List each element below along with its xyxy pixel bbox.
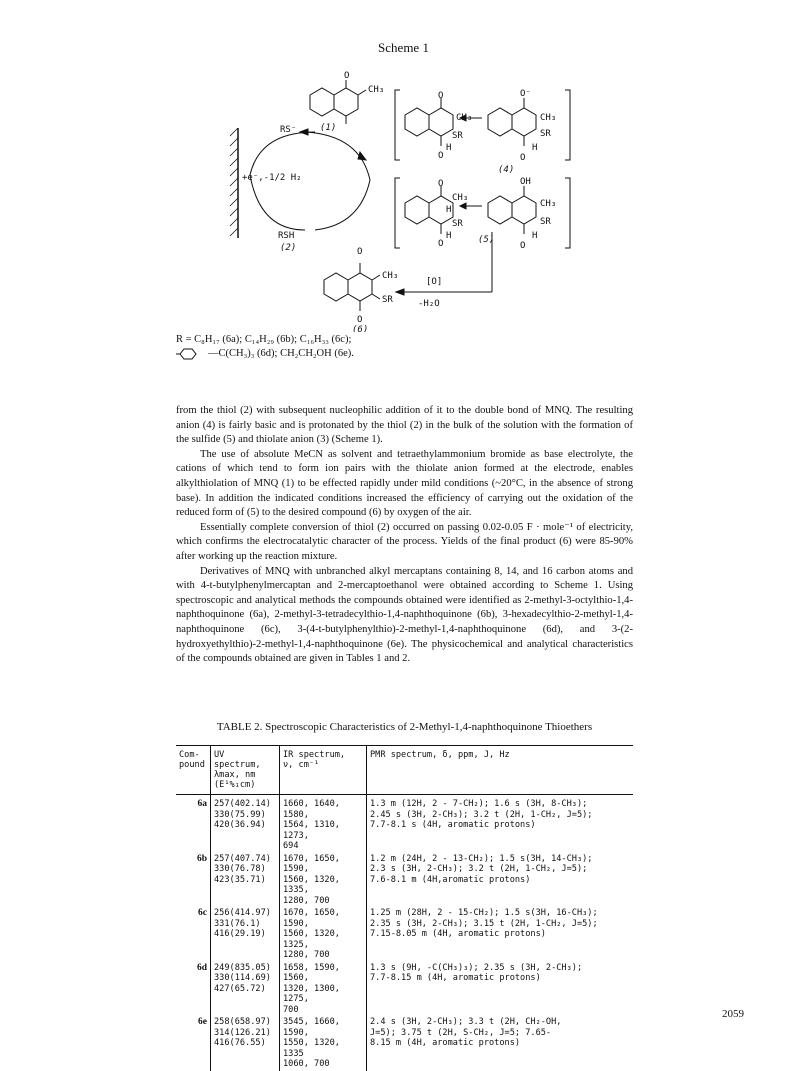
pmr-value: 1.25 m (28H, 2 - 15-CH₂); 1.5 s(3H, 16-CH₃); (370, 908, 598, 918)
uv-cell (211, 962, 280, 1017)
uv-value: 258(658.97) (214, 1017, 271, 1027)
uv-value: 423(35.71) (214, 874, 266, 885)
uv-cell (211, 1016, 280, 1071)
uv-value: 257(402.14) (214, 799, 271, 809)
pmr-cell (367, 962, 634, 1017)
ir-value: 1280, 700 (283, 895, 330, 906)
uv-value: 420(36.94) (214, 820, 266, 830)
uv-value: 249(835.05) (214, 962, 271, 973)
header-compound-2: pound (179, 760, 205, 770)
table-row (176, 907, 633, 962)
pmr-value: 7.7-8.1 s (4H, aromatic protons) (370, 820, 536, 830)
c1-oxygen-label: O (344, 71, 350, 81)
ir-value: 1550, 1320, 1335 (283, 1038, 340, 1059)
c6-oxygen-bottom: O (357, 315, 363, 325)
header-compound-1: Com- (179, 750, 200, 760)
table-caption: TABLE 2. Spectroscopic Characteristics of 2-Methyl-1,4-naphthoquinone Thioethers (216, 721, 593, 733)
pmr-value: 2.45 s (3H, 2-CH₃); 3.2 t (2H, 1-CH₂, J=5); (370, 809, 593, 820)
header-uv (211, 746, 280, 795)
pmr-value: 7.6-8.1 m (4H,aromatic protons) (370, 874, 531, 885)
uv-value: 331(76.1) (214, 918, 261, 929)
compound-6-label: (6) (352, 325, 369, 332)
uv-value: 427(65.72) (214, 983, 266, 994)
compound-cell: 6b (196, 853, 207, 864)
pmr-value: J=5); 3.75 t (2H, S-CH₂, J=5; 7.65- (370, 1027, 552, 1038)
header-ir (280, 746, 367, 795)
c4a-ch3: CH₃ (456, 113, 473, 123)
compound-cell: 6c (198, 908, 207, 918)
electrode-reaction-label: +e⁻,-1/2 H₂ (242, 173, 302, 183)
c6-oxygen: O (357, 247, 363, 257)
r-definition-line-2 (176, 347, 354, 361)
table-row (176, 853, 633, 908)
ir-cell (280, 907, 367, 962)
uv-value: 330(75.99) (214, 809, 266, 820)
header-uv-2: λmax, nm (214, 770, 256, 780)
pmr-value: 8.15 m (4H, aromatic protons) (370, 1038, 521, 1048)
pmr-value: 1.2 m (24H, 2 - 13-CH₂); 1.5 s(3H, 14-CH₃); (370, 853, 593, 864)
ir-cell (280, 1016, 367, 1071)
r-group-definition (176, 333, 354, 361)
c5a-ch3: CH₃ (452, 193, 469, 203)
body-text (176, 404, 633, 667)
uv-value: 330(76.78) (214, 864, 266, 874)
water-loss-label: -H₂O (418, 299, 440, 309)
r-definition-line-2-text: —C(CH₃)₃ (6d); CH₂CH₂OH (6e). (208, 348, 354, 359)
compound-1-structure (310, 80, 366, 124)
ir-cell (280, 795, 367, 853)
table-row (176, 1016, 633, 1071)
header-pmr (367, 746, 634, 795)
c6-sr: SR (382, 295, 393, 305)
c5b-h: H (532, 231, 538, 241)
compound-1-label: (1) (320, 123, 337, 133)
c4a-sr: SR (452, 131, 463, 141)
pmr-value: 1.3 m (12H, 2 - 7-CH₂); 1.6 s (3H, 8-CH₃); (370, 799, 588, 809)
ir-value: 1320, 1300, 1275, (283, 983, 340, 1004)
c5a-oxygen: O (438, 179, 444, 189)
pmr-value: 2.3 s (3H, 2-CH₃); 3.2 t (2H, 1-CH₂, J=5); (370, 864, 588, 874)
ir-value: 1280, 700 (283, 950, 330, 960)
ir-value: 1560, 1320, 1335, (283, 874, 340, 895)
c4b-o-minus: O⁻ (520, 89, 531, 99)
c5b-oh: OH (520, 177, 531, 187)
ir-cell (280, 853, 367, 908)
compound-cell: 6e (198, 1017, 207, 1027)
c5b-sr: SR (540, 217, 551, 227)
header-uv-3: (E¹%₁cm) (214, 780, 256, 790)
header-uv-1: UV spectrum, (214, 750, 261, 770)
c4a-oxygen: O (438, 91, 444, 101)
rs-minus-label: RS⁻ (280, 125, 297, 135)
ir-value: 1670, 1650, 1590, (283, 908, 340, 929)
uv-cell (211, 853, 280, 908)
pmr-cell (367, 795, 634, 853)
r-definition-line-1: R = C₈H₁₇ (6a); C₁₄H₂₉ (6b); C₁₆H₃₃ (6c); (176, 334, 352, 345)
rsh-label: RSH (278, 231, 295, 241)
c1-ch3-label: CH₃ (368, 85, 385, 95)
ir-value: 1560, 1320, 1325, (283, 929, 340, 950)
ir-value: 694 (283, 841, 299, 851)
c5b-oxygen-bottom: O (520, 241, 526, 251)
ir-value: 3545, 1660, 1590, (283, 1017, 340, 1038)
compound-cell: 6d (196, 962, 207, 973)
scheme-title: Scheme 1 (378, 40, 429, 55)
reaction-scheme (220, 60, 620, 332)
c5a-oxygen-bottom: O (438, 239, 444, 249)
ir-value: 1564, 1310, 1273, (283, 820, 340, 841)
pmr-value: 1.3 s (9H, -C(CH₃)₃); 2.35 s (3H, 2-CH₃); (370, 962, 583, 973)
c5a-h: H (446, 205, 452, 215)
spectroscopic-table (176, 745, 633, 1071)
c4a-oxygen-bottom: O (438, 151, 444, 161)
ir-value: 1658, 1590, 1560, (283, 962, 340, 983)
c5b-ch3: CH₃ (540, 199, 557, 209)
header-pmr-text: PMR spectrum, δ, ppm, J, Hz (370, 750, 510, 760)
c4b-oxygen-bottom: O (520, 153, 526, 163)
paragraph-1: from the thiol (2) with subsequent nucleophilic addition of it to the double bond of MNQ. The resulting anion (4) is fairly basic and is protonated by the thiol (2) in the bulk of the solution with the formation of the sulfide (5) and thiolate anion (3) (Scheme 1). (176, 405, 633, 446)
pmr-value: 7.15-8.05 m (4H, aromatic protons) (370, 929, 546, 939)
ir-value: 1060, 700 (283, 1059, 330, 1069)
compound-cell: 6a (197, 799, 207, 809)
uv-value: 257(407.74) (214, 853, 271, 864)
header-ir-2: ν, cm⁻¹ (283, 760, 320, 770)
uv-value: 256(414.97) (214, 908, 271, 918)
uv-cell (211, 907, 280, 962)
phenyl-ring-icon (176, 348, 208, 360)
ir-value: 1660, 1640, 1580, (283, 799, 340, 820)
uv-value: 314(126.21) (214, 1027, 271, 1038)
page-number: 2059 (722, 1008, 744, 1020)
pmr-value: 2.35 s (3H, 2-CH₃); 3.15 t (2H, 1-CH₂, J=5); (370, 918, 598, 929)
table-row (176, 795, 633, 853)
pmr-cell (367, 853, 634, 908)
c4a-h: H (446, 143, 452, 153)
table-row (176, 962, 633, 1017)
compound-4-label: (4) (498, 165, 515, 175)
uv-value: 330(114.69) (214, 973, 271, 983)
ir-cell (280, 962, 367, 1017)
header-ir-1: IR spectrum, (283, 750, 346, 760)
paragraph-2: The use of absolute MeCN as solvent and tetraethylammonium bromide as base electrolyte, the cations of which tend to form ion pairs with the thiolate anion formed at the electrode, enables alkylthiolation of MNQ (1) to be effected rapidly under mild conditions (~20°C, in the absence of strong base). In addition the indicated conditions increased the efficiency of carrying out the oxidation of the reduced form of (5) to the desired compound (6) by oxygen of the air. (176, 448, 633, 519)
c5a-sr: SR (452, 219, 463, 229)
header-compound (176, 746, 211, 795)
pmr-cell (367, 1016, 634, 1071)
pmr-value: 2.4 s (3H, 2-CH₃); 3.3 t (2H, CH₂-OH, (370, 1017, 562, 1027)
uv-value: 416(76.55) (214, 1038, 266, 1048)
c4b-sr: SR (540, 129, 551, 139)
pmr-value: 7.7-8.15 m (4H, aromatic protons) (370, 973, 541, 983)
oxidation-label: [O] (426, 277, 443, 287)
c5a-h2: H (446, 231, 452, 241)
uv-cell (211, 795, 280, 853)
compound-2-label: (2) (280, 243, 297, 253)
ir-value: 1670, 1650, 1590, (283, 853, 340, 874)
ir-value: 700 (283, 1004, 299, 1015)
c4b-h: H (532, 143, 538, 153)
uv-value: 416(29.19) (214, 929, 266, 939)
compound-5-label: (5) (478, 235, 495, 245)
paragraph-3: Essentially complete conversion of thiol (2) occurred on passing 0.02-0.05 F · mole⁻¹ of electricity, which confirms the electrocatalytic character of the process. Yields of the final product (6) were 85-90% after working up the reaction mixture. (176, 521, 633, 562)
c6-ch3: CH₃ (382, 271, 399, 281)
paragraph-4: Derivatives of MNQ with unbranched alkyl mercaptans containing 8, 14, and 16 carbon atoms and with 4-t-butylphenylmercaptan and 2-mercaptoethanol were obtained according to Scheme 1. Using spectroscopic and analytical methods the compounds obtained were identified as 2-methyl-3-octylthio-1,4-naphthoquinone (6a), 2-methyl-3-tetradecylthio-1,4-naphthoquinone (6b), 3-hexadecylthio-2-methyl-1,4-naphthoquinone (6c), 3-(4-t-butylphenylthio)-2-methyl-1,4-naphthoquinone (6d), and 3-(2-hydroxyethylthio)-2-methyl-1,4-naphthoquinone (6e). The physicochemical and analytical characteristics of the compounds obtained are given in Tables 1 and 2. (176, 565, 633, 665)
c4b-ch3: CH₃ (540, 113, 557, 123)
pmr-cell (367, 907, 634, 962)
